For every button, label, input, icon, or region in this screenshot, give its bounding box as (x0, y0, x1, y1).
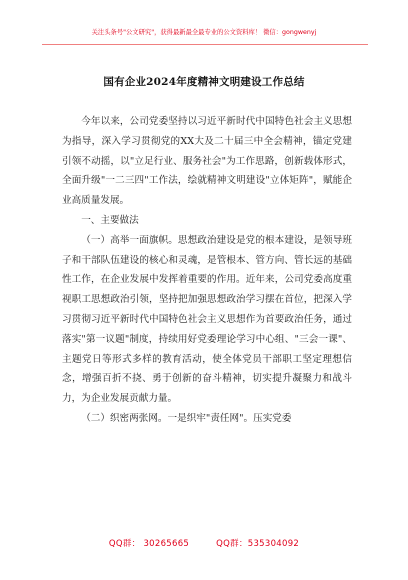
section-heading: 一、主要做法 (81, 214, 139, 226)
document-body (62, 112, 352, 429)
item-paragraph-1: （一）高举一面旗帜。思想政治建设是党的根本建设，是领导班子和干部队伍建设的核心和灵魂，是管根本、管方向、管长远的基础性工作，在企业发展中发挥着重要的作用。近年来，公司党委高度重视职工思想政治引领，坚持把加强思想政治学习摆在首位，把深入学习贯彻习近平新时代中国特色社会主义思想作为首要政治任务，通过落实"第一议题"制度，持续用好党委理论学习中心组、"三会一课"、主题党日等形式多样的教育活动，使全体党员干部职工坚定理想信念，增强百折不挠、勇于创新的奋斗精神，切实提升凝聚力和战斗力，为企业发展贡献力量。 (62, 234, 352, 405)
header-note: 关注头条号"公文研究"，获得最新最全最专业的公文资料库！ 微信：gongwenyj (91, 29, 317, 36)
document-title: 国有企业2024年度精神文明建设工作总结 (103, 76, 305, 88)
intro-paragraph: 今年以来，公司党委坚持以习近平新时代中国特色社会主义思想为指导，深入学习贯彻党的XX大及二十届三中全会精神，锚定党建引领不动摇，以"立足行业、服务社会"为工作思路，创新载体形式，全面升级"一二三四"工作法，绘就精神文明建设"立体矩阵"，赋能企业高质量发展。 (62, 116, 352, 207)
footer-contact (0, 537, 408, 549)
footer-qq-1: QQ群： 30265665 (108, 539, 190, 549)
header-divider (42, 44, 368, 45)
footer-qq-2: QQ群：535304092 (216, 539, 300, 549)
item-paragraph-2: （二）织密两张网。一是织牢"责任网"。压实党委 (81, 412, 292, 424)
